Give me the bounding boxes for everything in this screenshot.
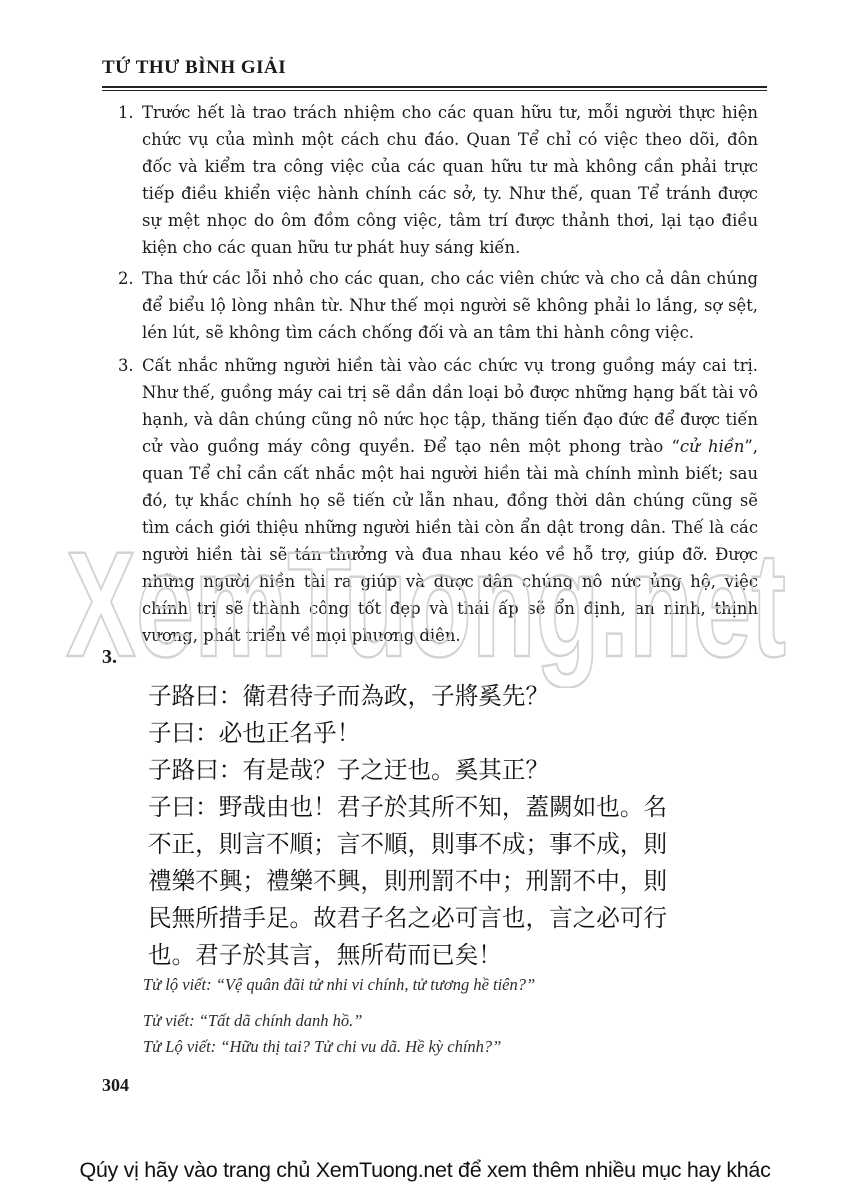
- translation-line: Tử lộ viết: “Vệ quân đãi tử nhi vi chính, tử tương hề tiên?”: [143, 975, 536, 994]
- list-item: [118, 352, 758, 649]
- classical-line: 子路曰：有是哉？子之迂也。奚其正？: [148, 756, 550, 784]
- list-item: [118, 265, 758, 346]
- classical-line: 不正，則言不順；言不順，則事不成；事不成，則: [148, 830, 668, 858]
- classical-line: 子曰：必也正名乎！: [148, 719, 361, 747]
- numbered-list: [118, 99, 758, 653]
- running-header: TỨ THƯ BÌNH GIẢI: [102, 57, 287, 78]
- list-item-text-before: Cất nhắc những người hiền tài vào các chức vụ trong guồng máy cai trị. Như thế, guồng máy cai trị sẽ dần dần loại bỏ được những hạng bất tài vô hạnh, và dân chúng cũng nô nức học tập, thăng tiến đạo đức để được tiến cử vào guồng máy công quyền. Để tạo nên một phong trào “: [142, 356, 758, 456]
- page-number: 304: [102, 1075, 129, 1095]
- header-rule-thick: [102, 86, 767, 88]
- translation-line: Tử Lộ viết: “Hữu thị tai? Tử chi vu dã. Hề kỳ chính?”: [143, 1037, 502, 1056]
- header-rule-thin: [102, 90, 767, 91]
- classical-line: 禮樂不興；禮樂不興，則刑罰不中；刑罰不中，則: [148, 867, 668, 895]
- list-item-text: Trước hết là trao trách nhiệm cho các quan hữu tư, mỗi người thực hiện chức vụ của mình một cách chu đáo. Quan Tể chỉ có việc theo dõi, đôn đốc và kiểm tra công việc của các quan hữu tư mà không cần phải trực tiếp điều khiển việc hành chính các sở, ty. Như thế, quan Tể tránh được sự mệt nhọc do ôm đồm công việc, tâm trí được thảnh thơi, lại tạo điều kiện cho các quan hữu tư phát huy sáng kiến.: [142, 103, 758, 257]
- list-item-number: 3.: [118, 356, 134, 375]
- list-item-text-after: ”, quan Tể chỉ cần cất nhắc một hai người hiền tài mà chính mình biết; sau đó, tự khắc chính họ sẽ tiến cử lẫn nhau, đồng thời dân chúng cũng sẽ tìm cách giới thiệu những người hiền tài còn ẩn dật trong dân. Thế là các người hiền tài sẽ tán thưởng và đua nhau kéo về hỗ trợ, giúp đỡ. Được những người hiền tài ra giúp và được dân chúng nô nức ủng hộ, việc chính trị sẽ thành công tốt đẹp và thái ấp sẽ ổn định, an ninh, thịnh vượng, phát triển về mọi phương diện.: [142, 437, 758, 645]
- list-item-text: [142, 356, 758, 645]
- footer-notice: Qúy vị hãy vào trang chủ XemTuong.net để xem thêm nhiều mục hay khác: [79, 1158, 771, 1182]
- list-item-number: 1.: [118, 103, 134, 122]
- list-item-number: 2.: [118, 269, 134, 288]
- list-item-emphasis: cử hiền: [679, 437, 745, 456]
- classical-line: 也。君子於其言，無所苟而已矣！: [148, 941, 502, 969]
- classical-line: 子曰：野哉由也！君子於其所不知，蓋闕如也。名: [148, 793, 668, 821]
- section-number: 3.: [102, 646, 117, 668]
- watermark-text: XemTuong.net: [66, 528, 786, 688]
- list-item-text: Tha thứ các lỗi nhỏ cho các quan, cho các viên chức và cho cả dân chúng để biểu lộ lòng nhân từ. Như thế mọi người sẽ không phải lo lắng, sợ sệt, lén lút, sẽ không tìm cách chống đối và an tâm thi hành công việc.: [142, 269, 758, 342]
- list-item: [118, 99, 758, 261]
- translation-line: Tử viết: “Tất dã chính danh hồ.”: [143, 1011, 363, 1030]
- classical-line: 民無所措手足。故君子名之必可言也，言之必可行: [148, 904, 668, 932]
- classical-line: 子路曰：衛君待子而為政，子將奚先？: [148, 682, 550, 710]
- classical-chinese-text: [148, 678, 758, 974]
